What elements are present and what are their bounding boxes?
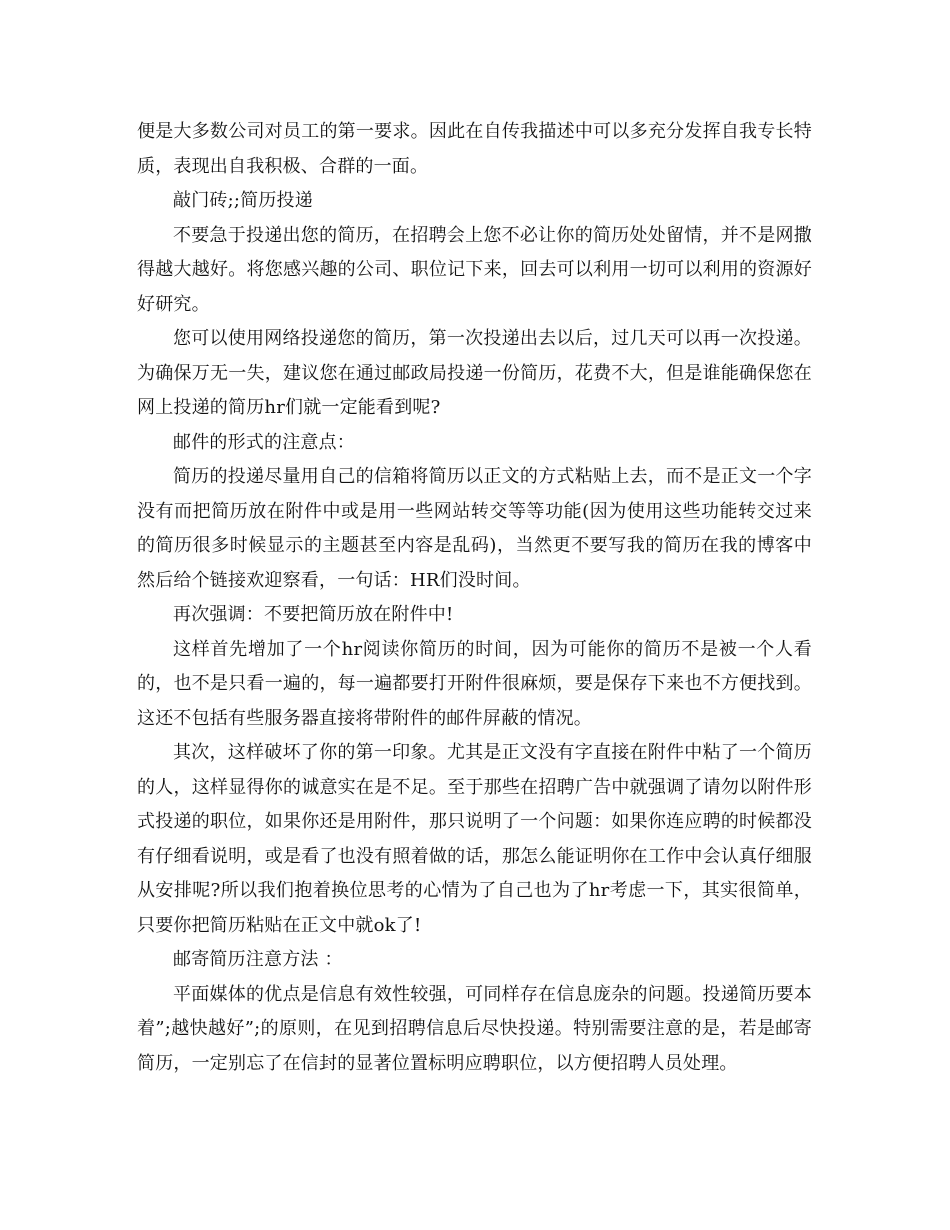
paragraph-self-description-end: 便是大多数公司对员工的第一要求。因此在自传我描述中可以多充分发挥自我专长特质，表现出自我积极、合群的一面。	[137, 121, 812, 177]
document-page	[137, 115, 812, 1081]
heading-no-attachments: 再次强调：不要把简历放在附件中!	[173, 604, 454, 625]
heading-email-format: 邮件的形式的注意点：	[173, 431, 355, 453]
paragraph-print-media: 平面媒体的优点是信息有效性较强，可同样存在信息庞杂的问题。投递简历要本着”;越快越好”;的原则，在见到招聘信息后尽快投递。特别需要注意的是，若是邮寄简历，一定别忘了在信封的显著位置标明应聘职位，以方便招聘人员处理。	[137, 983, 812, 1074]
paragraph-attachment-time: 这样首先增加了一个hr阅读你简历的时间，因为可能你的简历不是被一个人看的，也不是只看一遍的，每一遍都要打开附件很麻烦，要是保存下来也不方便找到。这还不包括有些服务器直接将带附件的邮件屏蔽的情况。	[137, 638, 812, 729]
heading-postal-method: 邮寄简历注意方法 ：	[173, 949, 343, 970]
paragraph-dont-rush: 不要急于投递出您的简历，在招聘会上您不必让你的简历处处留情，并不是网撒得越大越好。将您感兴趣的公司、职位记下来，回去可以利用一切可以利用的资源好好研究。	[137, 224, 812, 315]
heading-resume-delivery: 敲门砖;;简历投递	[173, 190, 313, 211]
paragraph-first-impression: 其次，这样破坏了你的第一印象。尤其是正文没有字直接在附件中粘了一个简历的人，这样显得你的诚意实在是不足。至于那些在招聘广告中就强调了请勿以附件形式投递的职位，如果你还是用附件，那只说明了一个问题：如果你连应聘的时候都没有仔细看说明，或是看了也没有照着做的话，那怎么能证明你在工作中会认真仔细服从安排呢?所以我们抱着换位思考的心情为了自己也为了hr考虑一下，其实很简单，只要你把简历粘贴在正文中就ok了!	[137, 742, 812, 936]
paragraph-email-body: 简历的投递尽量用自己的信箱将简历以正文的方式粘贴上去，而不是正文一个字没有而把简历放在附件中或是用一些网站转交等等功能(因为使用这些功能转交过来的简历很多时候显示的主题甚至内容是乱码)，当然更不要写我的简历在我的博客中然后给个链接欢迎察看，一句话：HR们没时间。	[137, 466, 812, 591]
paragraph-online-delivery: 您可以使用网络投递您的简历，第一次投递出去以后，过几天可以再一次投递。为确保万无一失，建议您在通过邮政局投递一份简历，花费不大，但是谁能确保您在网上投递的简历hr们就一定能看到呢?	[137, 328, 812, 418]
